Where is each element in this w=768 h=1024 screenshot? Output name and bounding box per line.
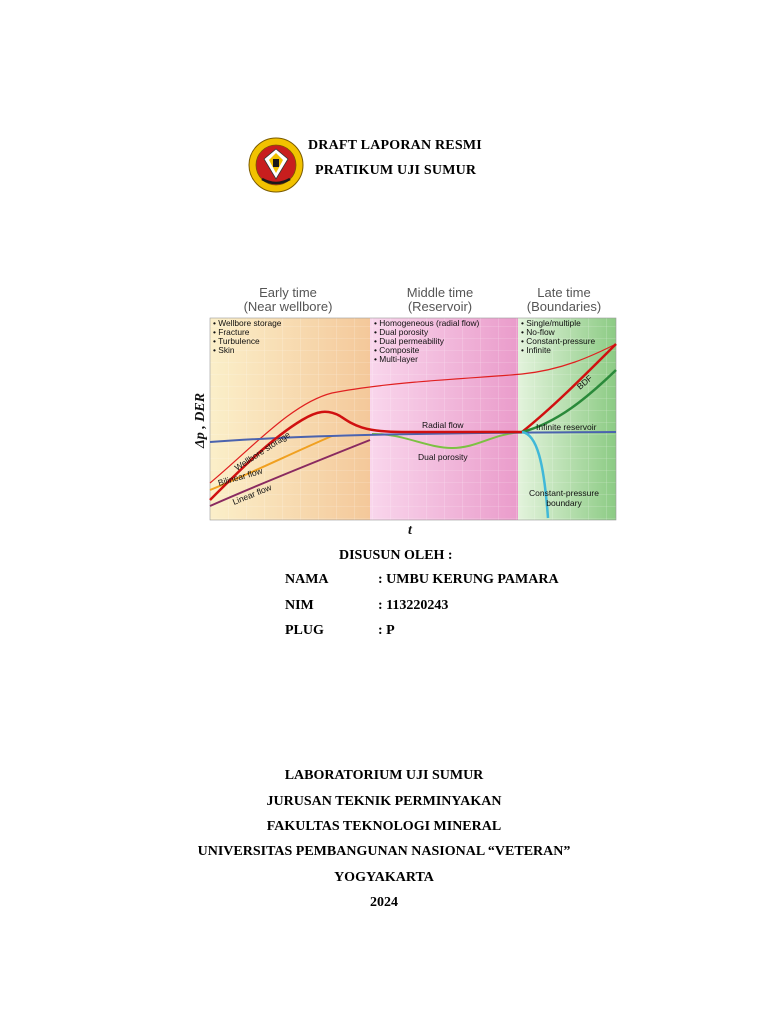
footer-university: UNIVERSITAS PEMBANGUNAN NASIONAL “VETERAN”: [197, 844, 571, 859]
university-logo: [248, 137, 304, 193]
section-late-title: Late time: [537, 285, 591, 300]
wellbore-storage-label: Wellbore storage: [232, 429, 292, 473]
well-test-diagram: [192, 278, 620, 540]
report-title: DRAFT LAPORAN RESMI: [308, 138, 482, 153]
footer-city: YOGYAKARTA: [334, 870, 434, 885]
svg-text:• Wellbore storage: • Wellbore storage: [213, 318, 282, 328]
svg-text:• Multi-layer: • Multi-layer: [374, 354, 418, 364]
svg-text:• Homogeneous (radial flow): • Homogeneous (radial flow): [374, 318, 480, 328]
section-middle-title: Middle time: [406, 285, 474, 300]
footer-department: JURUSAN TEKNIK PERMINYAKAN: [266, 794, 502, 809]
section-late-subtitle: (Boundaries): [526, 299, 602, 314]
radial-flow-label: Radial flow: [422, 420, 464, 430]
author-plug-row: [285, 623, 395, 639]
author-nim-row: [285, 598, 448, 614]
svg-text:• Fracture: • Fracture: [213, 327, 250, 337]
svg-text:• Composite: • Composite: [374, 345, 420, 355]
svg-text:• Infinite: • Infinite: [521, 345, 551, 355]
report-subtitle: PRATIKUM UJI SUMUR: [315, 163, 477, 178]
author-name-row: [285, 572, 559, 588]
constant-pressure-label: Constant-pressure: [529, 488, 599, 498]
author-plug-value: : P: [378, 623, 395, 638]
svg-text:• Constant-pressure: • Constant-pressure: [521, 336, 596, 346]
author-name-value: : UMBU KERUNG PAMARA: [378, 572, 559, 587]
bdf-label: BDF: [574, 372, 595, 392]
section-early-title: Early time: [259, 285, 317, 300]
svg-text:• Dual porosity: • Dual porosity: [374, 327, 429, 337]
bilinear-flow-label: Bilinear flow: [216, 465, 264, 488]
linear-flow-label: Linear flow: [231, 482, 273, 507]
constant-pressure-label-2: boundary: [546, 498, 582, 508]
author-nim-value: : 113220243: [378, 598, 449, 613]
section-early-subtitle: (Near wellbore): [243, 299, 333, 314]
section-middle-subtitle: (Reservoir): [407, 299, 473, 314]
x-axis-label: t: [408, 523, 412, 538]
footer-faculty: FAKULTAS TEKNOLOGI MINERAL: [266, 819, 502, 834]
author-plug-key: PLUG: [285, 623, 324, 638]
dual-porosity-label: Dual porosity: [418, 452, 468, 462]
footer-laboratory: LABORATORIUM UJI SUMUR: [284, 768, 484, 783]
svg-text:• Turbulence: • Turbulence: [213, 336, 260, 346]
svg-text:• Dual permeability: • Dual permeability: [374, 336, 444, 346]
svg-text:• Skin: • Skin: [213, 345, 235, 355]
author-heading: DISUSUN OLEH :: [339, 548, 453, 563]
footer-year: 2024: [370, 895, 398, 910]
svg-text:• Single/multiple: • Single/multiple: [521, 318, 581, 328]
author-name-key: NAMA: [285, 572, 329, 587]
svg-text:• No-flow: • No-flow: [521, 327, 555, 337]
infinite-reservoir-label: Infinite reservoir: [536, 422, 597, 432]
author-nim-key: NIM: [285, 598, 314, 613]
y-axis-label: Δp , DER: [193, 392, 208, 448]
